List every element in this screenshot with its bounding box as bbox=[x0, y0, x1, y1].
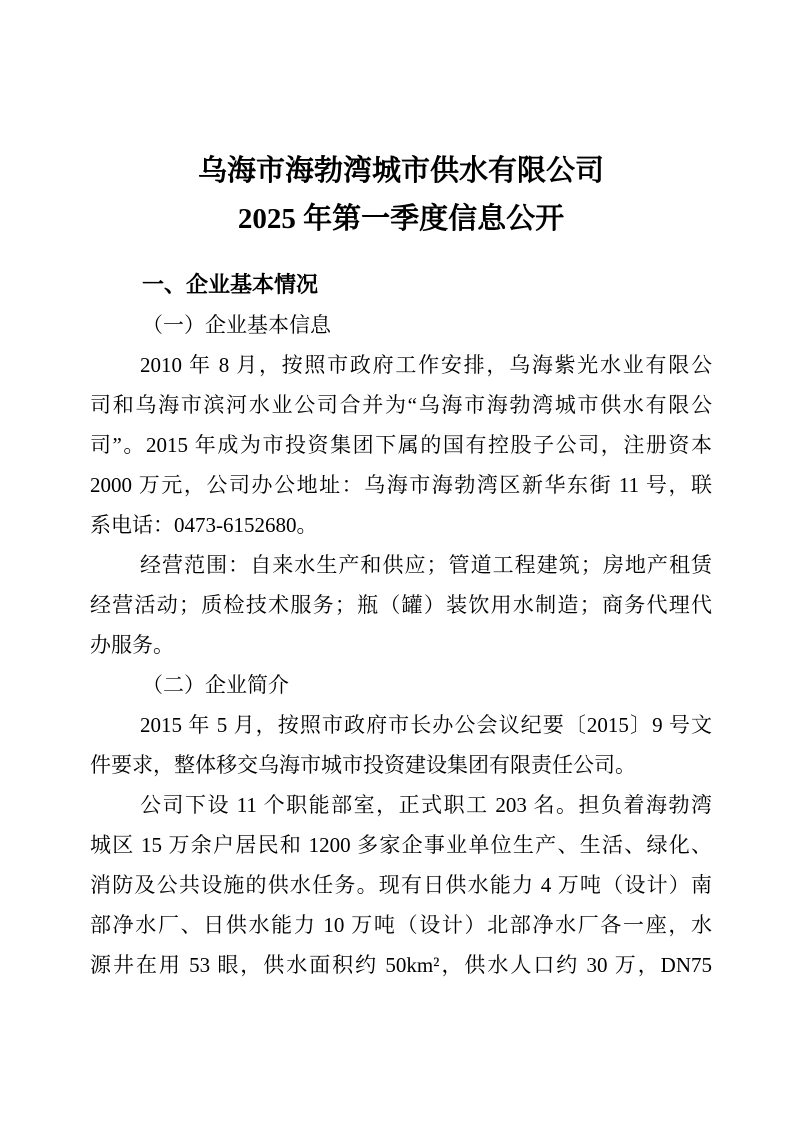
text-line: 部净水厂、日供水能力 10 万吨（设计）北部净水厂各一座，水 bbox=[90, 913, 712, 937]
document-title-line-2: 2025 年第一季度信息公开 bbox=[237, 203, 565, 235]
subsection-heading: （一）企业基本信息 bbox=[142, 313, 331, 337]
paragraph bbox=[90, 345, 712, 545]
paragraph bbox=[90, 545, 712, 665]
text-line: 2015 年 5 月，按照市政府市长办公会议纪要〔2015〕9 号文 bbox=[140, 713, 712, 737]
section-heading: 一、企业基本情况 bbox=[142, 272, 319, 297]
text-line: 件要求，整体移交乌海市城市投资建设集团有限责任公司。 bbox=[90, 753, 636, 777]
text-line: 系电话：0473-6152680。 bbox=[90, 513, 318, 537]
document-body bbox=[90, 265, 712, 985]
text-line: 城区 15 万余户居民和 1200 多家企事业单位生产、生活、绿化、 bbox=[90, 833, 712, 857]
text-line: 办服务。 bbox=[90, 633, 174, 657]
text-line: 经营范围：自来水生产和供应；管道工程建筑；房地产租赁 bbox=[140, 553, 712, 577]
text-line: 司和乌海市滨河水业公司合并为“乌海市海勃湾城市供水有限公 bbox=[90, 393, 712, 417]
document-title-line-1: 乌海市海勃湾城市供水有限公司 bbox=[197, 155, 604, 187]
text-line: 司”。2015 年成为市投资集团下属的国有控股子公司，注册资本 bbox=[90, 433, 712, 457]
text-line: 消防及公共设施的供水任务。现有日供水能力 4 万吨（设计）南 bbox=[90, 873, 712, 897]
text-line: 公司下设 11 个职能部室，正式职工 203 名。担负着海勃湾 bbox=[140, 793, 712, 817]
text-line: 源井在用 53 眼，供水面积约 50km²，供水人口约 30 万，DN75 bbox=[90, 953, 712, 977]
text-line: 2010 年 8 月，按照市政府工作安排，乌海紫光水业有限公 bbox=[140, 353, 712, 377]
document-content bbox=[90, 147, 712, 985]
subsection-heading: （二）企业简介 bbox=[142, 673, 289, 697]
paragraph bbox=[90, 705, 712, 785]
text-line: 经营活动；质检技术服务；瓶（罐）装饮用水制造；商务代理代 bbox=[90, 593, 712, 617]
paragraph bbox=[90, 785, 712, 985]
text-line: 2000 万元，公司办公地址：乌海市海勃湾区新华东街 11 号，联 bbox=[90, 473, 712, 497]
